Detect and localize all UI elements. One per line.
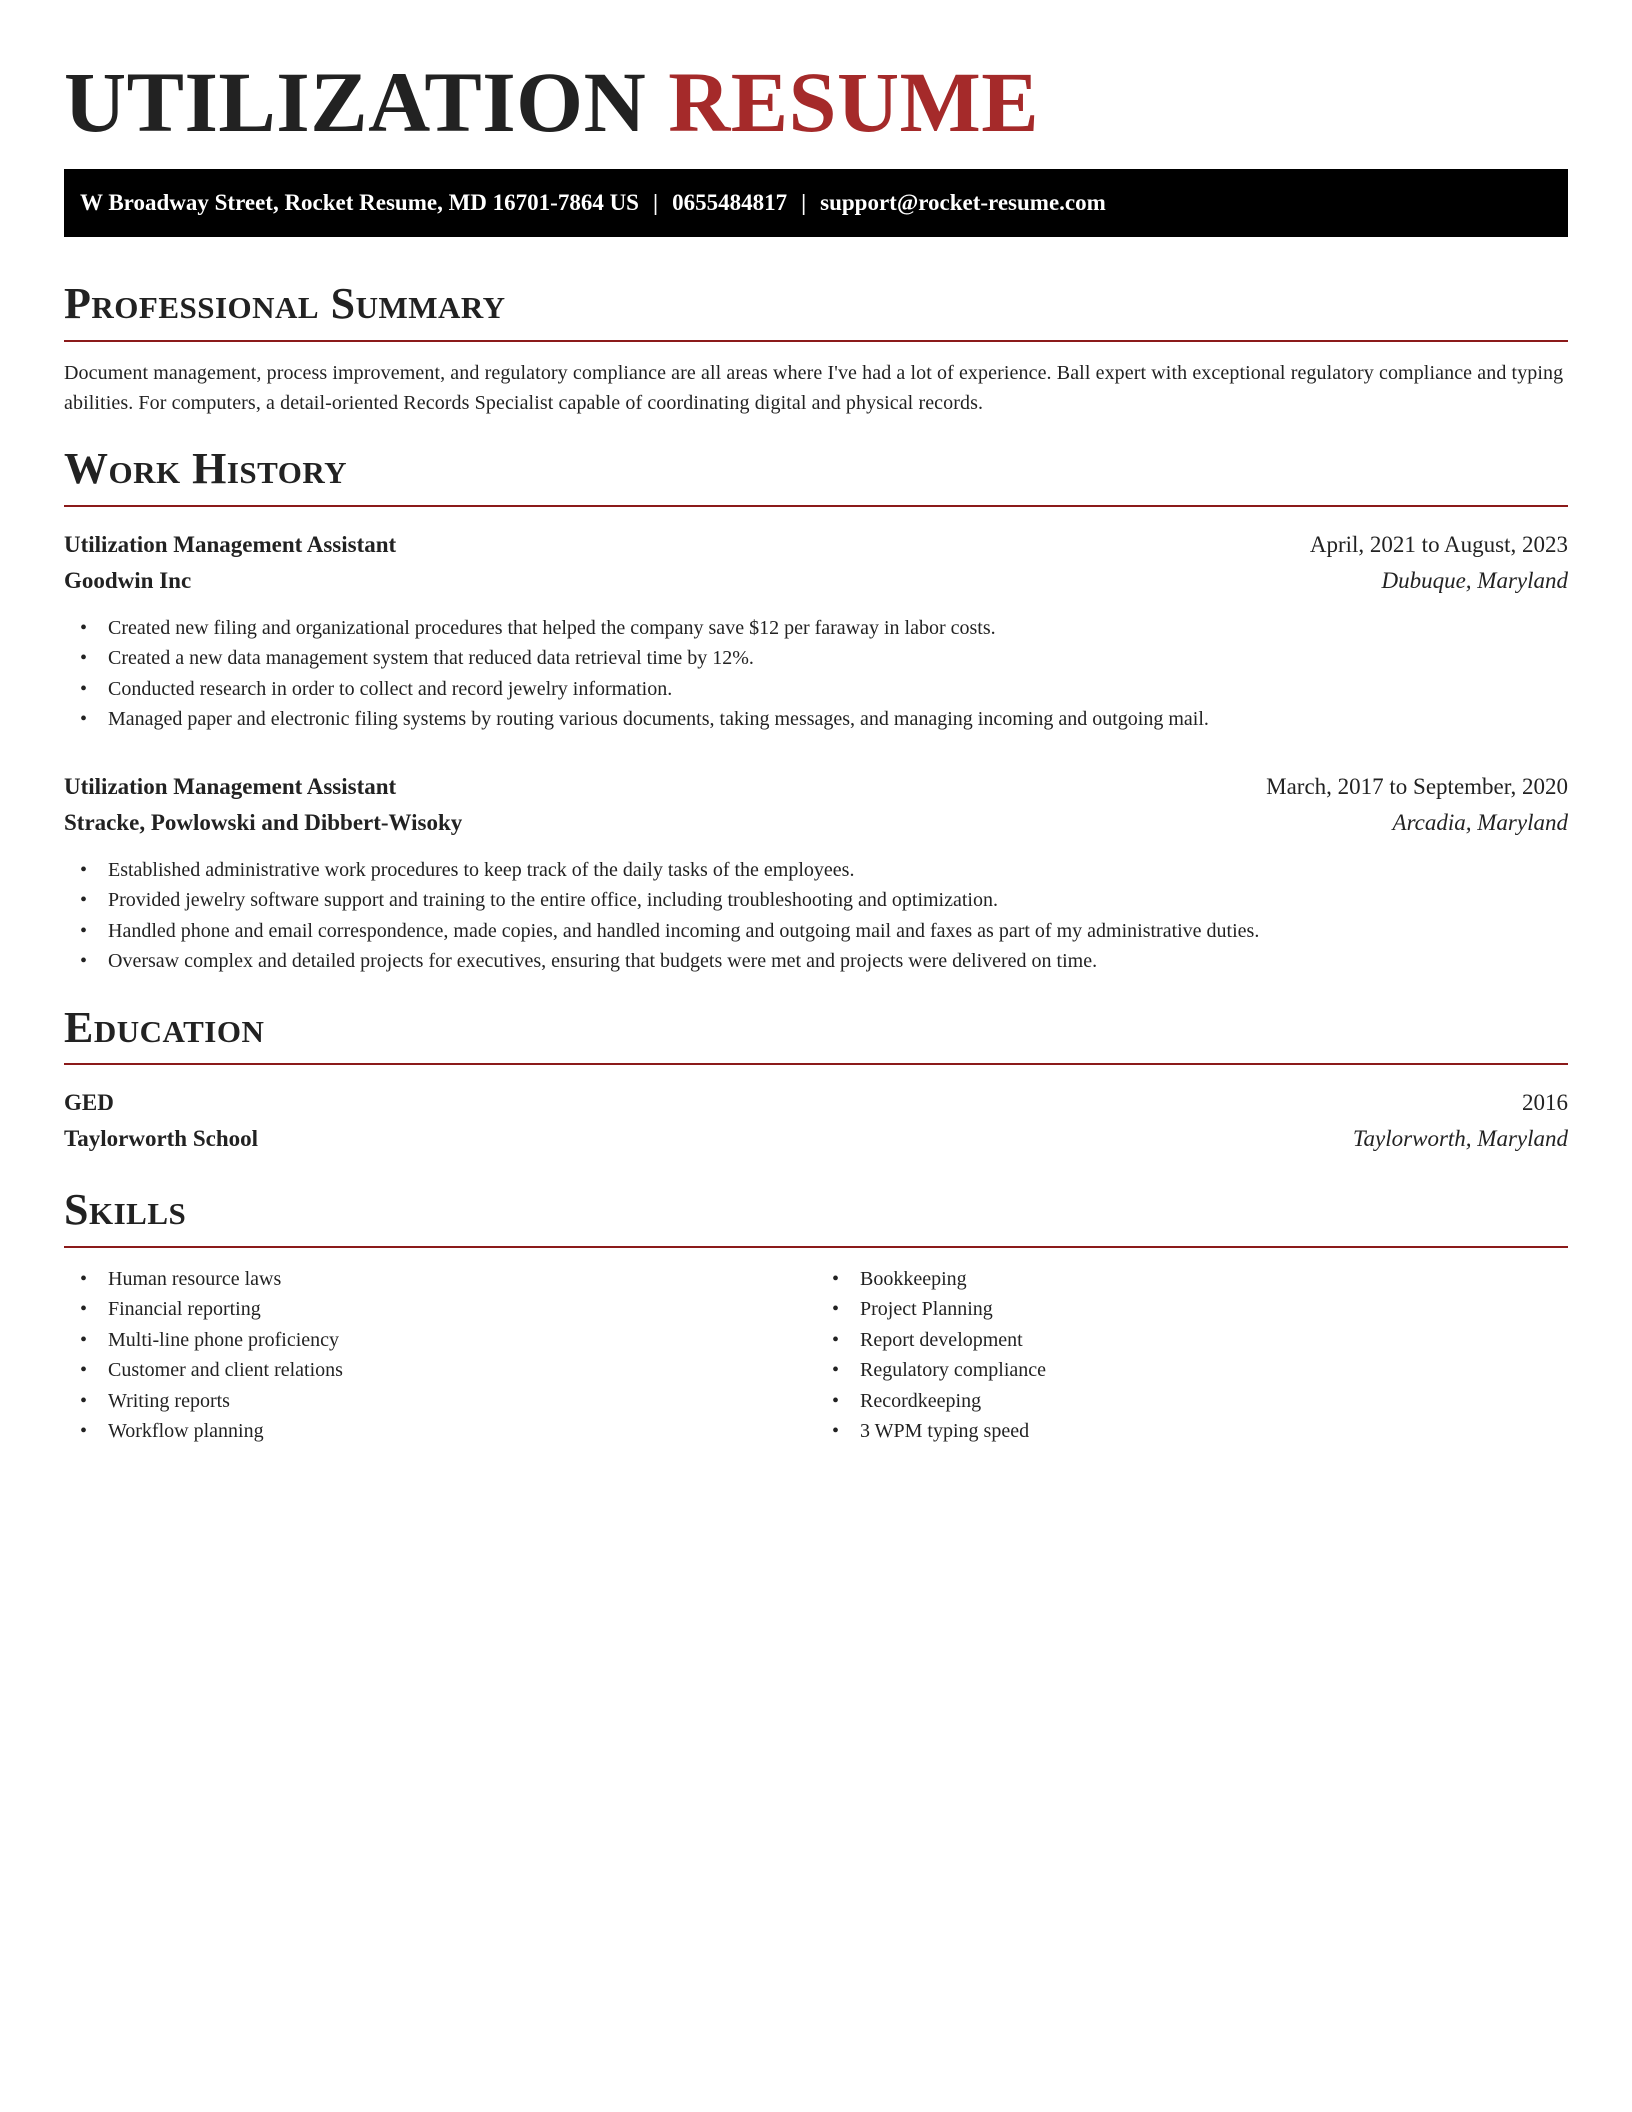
skills-column-right bbox=[816, 1264, 1568, 1447]
phone-text: 0655484817 bbox=[672, 190, 788, 216]
email-link[interactable]: support@rocket-resume.com bbox=[820, 190, 1106, 216]
bullet-text: Created a new data management system that reduced data retrieval time by 12%. bbox=[108, 647, 754, 670]
first-name: UTILIZATION bbox=[64, 54, 647, 150]
list-item bbox=[80, 1294, 816, 1325]
list-item bbox=[80, 704, 1568, 735]
job-role: Utilization Management Assistant bbox=[64, 531, 397, 557]
bullet-icon: • bbox=[80, 1359, 88, 1382]
education-heading: Education bbox=[64, 1003, 1568, 1066]
education-degree: GED bbox=[64, 1090, 114, 1116]
skill-text: Writing reports bbox=[108, 1389, 230, 1412]
work-history-section bbox=[64, 444, 1568, 977]
bullet-icon: • bbox=[80, 858, 88, 881]
education-school: Taylorworth School bbox=[64, 1126, 259, 1152]
bullet-icon: • bbox=[80, 1420, 88, 1443]
summary-heading: Professional Summary bbox=[64, 279, 1568, 342]
skill-text: Financial reporting bbox=[108, 1298, 261, 1321]
education-section bbox=[64, 1003, 1568, 1158]
education-entry bbox=[64, 1085, 1568, 1157]
work-history-heading: Work History bbox=[64, 444, 1568, 507]
job-company: Goodwin Inc bbox=[64, 567, 192, 593]
list-item bbox=[80, 885, 1568, 916]
bullet-icon: • bbox=[80, 1328, 88, 1351]
bullet-icon: • bbox=[80, 1267, 88, 1290]
bullet-text: Created new filing and organizational procedures that helped the company save $12 per faraway in labor costs. bbox=[108, 616, 996, 639]
skill-text: Project Planning bbox=[860, 1298, 993, 1321]
list-item bbox=[80, 1264, 816, 1295]
skill-text: 3 WPM typing speed bbox=[860, 1420, 1030, 1443]
bullet-icon: • bbox=[80, 1298, 88, 1321]
bullet-icon: • bbox=[80, 616, 88, 639]
contact-bar bbox=[64, 169, 1568, 237]
bullet-text: Established administrative work procedures to keep track of the daily tasks of the employees. bbox=[108, 858, 855, 881]
bullet-icon: • bbox=[80, 1389, 88, 1412]
list-item bbox=[80, 674, 1568, 705]
contact-separator: | bbox=[801, 190, 807, 216]
skills-section bbox=[64, 1185, 1568, 1447]
job-company: Stracke, Powlowski and Dibbert-Wisoky bbox=[64, 809, 463, 835]
skills-grid bbox=[64, 1264, 1568, 1447]
contact-separator: | bbox=[652, 190, 659, 216]
list-item bbox=[80, 1416, 816, 1447]
bullet-text: Managed paper and electronic filing systems by routing various documents, taking messages, and managing incoming and outgoing mail. bbox=[108, 708, 1209, 731]
education-degree-row bbox=[64, 1085, 1568, 1121]
job-dates: March, 2017 to September, 2020 bbox=[1266, 773, 1568, 799]
job-header-row bbox=[64, 769, 1568, 805]
bullet-icon: • bbox=[80, 708, 88, 731]
bullet-icon: • bbox=[832, 1389, 840, 1412]
bullet-icon: • bbox=[80, 919, 88, 942]
job-entry bbox=[64, 527, 1568, 735]
job-company-row bbox=[64, 563, 1568, 599]
skills-heading: Skills bbox=[64, 1185, 1568, 1248]
job-role: Utilization Management Assistant bbox=[64, 773, 397, 799]
list-item bbox=[832, 1264, 1568, 1295]
list-item bbox=[80, 946, 1568, 977]
bullet-icon: • bbox=[80, 889, 88, 912]
address-text: W Broadway Street, Rocket Resume, MD 16701-7864 US bbox=[80, 190, 639, 216]
bullet-text: Provided jewelry software support and training to the entire office, including troubleshooting and optimization. bbox=[108, 889, 998, 912]
education-year: 2016 bbox=[1522, 1090, 1568, 1116]
bullet-icon: • bbox=[80, 950, 88, 973]
bullet-icon: • bbox=[832, 1328, 840, 1351]
job-dates: April, 2021 to August, 2023 bbox=[1309, 531, 1568, 557]
list-item bbox=[832, 1386, 1568, 1417]
skill-text: Regulatory compliance bbox=[860, 1359, 1047, 1382]
skills-column-left bbox=[64, 1264, 816, 1447]
bullet-icon: • bbox=[832, 1359, 840, 1382]
list-item bbox=[832, 1416, 1568, 1447]
bullet-text: Conducted research in order to collect and record jewelry information. bbox=[108, 677, 673, 700]
list-item bbox=[80, 643, 1568, 674]
skill-text: Customer and client relations bbox=[108, 1359, 343, 1382]
list-item bbox=[80, 613, 1568, 644]
list-item bbox=[80, 1325, 816, 1356]
job-company-row bbox=[64, 805, 1568, 841]
skill-text: Bookkeeping bbox=[860, 1267, 967, 1290]
skill-text: Human resource laws bbox=[108, 1267, 282, 1290]
list-item bbox=[80, 916, 1568, 947]
skill-text: Recordkeeping bbox=[860, 1389, 982, 1412]
skill-text: Workflow planning bbox=[108, 1420, 264, 1443]
summary-section bbox=[64, 279, 1568, 418]
education-school-row bbox=[64, 1121, 1568, 1157]
list-item bbox=[80, 1355, 816, 1386]
bullet-text: Handled phone and email correspondence, made copies, and handled incoming and outgoing mail and faxes as part of my administrative duties. bbox=[108, 919, 1260, 942]
job-bullets bbox=[64, 855, 1568, 977]
list-item bbox=[80, 855, 1568, 886]
skill-text: Report development bbox=[860, 1328, 1023, 1351]
list-item bbox=[832, 1355, 1568, 1386]
job-location: Dubuque, Maryland bbox=[1381, 567, 1568, 593]
last-name: RESUME bbox=[668, 54, 1040, 150]
summary-text: Document management, process improvement, and regulatory compliance are all areas where I've had a lot of experience. Ball expert with exceptional regulatory compliance and typing abilities. For computers, a detail-oriented Records Specialist capable of coordinating digital and physical records. bbox=[64, 362, 1564, 415]
job-location: Arcadia, Maryland bbox=[1392, 809, 1568, 835]
list-item bbox=[80, 1386, 816, 1417]
bullet-icon: • bbox=[80, 677, 88, 700]
skill-text: Multi-line phone proficiency bbox=[108, 1328, 340, 1351]
bullet-icon: • bbox=[832, 1267, 840, 1290]
list-item bbox=[832, 1294, 1568, 1325]
job-list bbox=[64, 527, 1568, 977]
job-header-row bbox=[64, 527, 1568, 563]
bullet-icon: • bbox=[832, 1298, 840, 1321]
bullet-text: Oversaw complex and detailed projects for executives, ensuring that budgets were met and projects were delivered on time. bbox=[108, 950, 1098, 973]
bullet-icon: • bbox=[832, 1420, 840, 1443]
job-bullets bbox=[64, 613, 1568, 735]
bullet-icon: • bbox=[80, 647, 88, 670]
education-location: Taylorworth, Maryland bbox=[1352, 1126, 1568, 1152]
resume-name bbox=[64, 0, 1568, 153]
list-item bbox=[832, 1325, 1568, 1356]
job-entry bbox=[64, 769, 1568, 977]
